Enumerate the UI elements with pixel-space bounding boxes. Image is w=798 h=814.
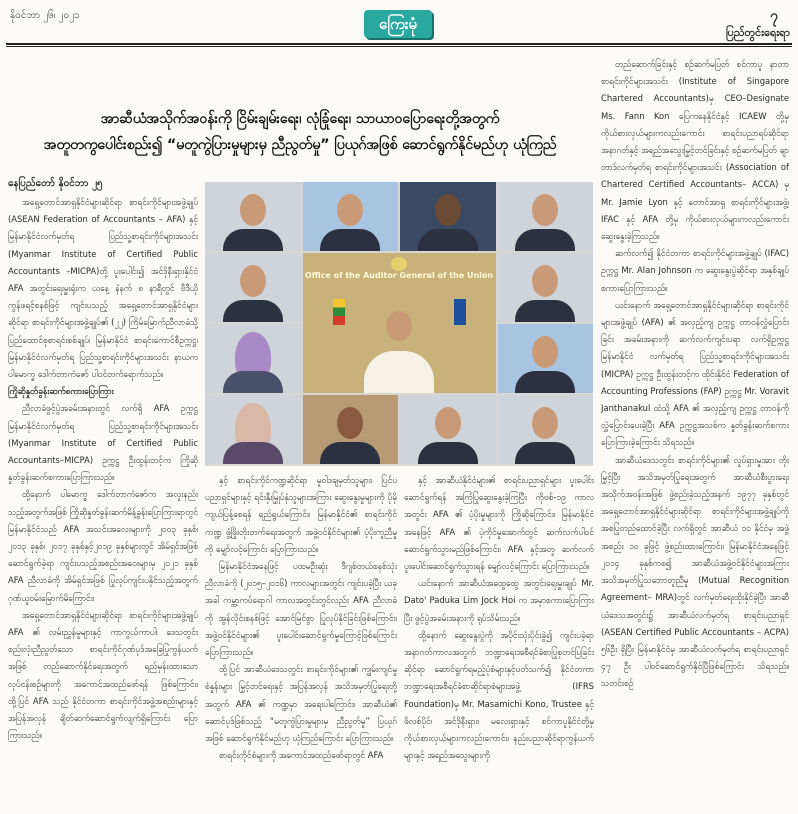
paragraph: အာဆီယံဒေသတွင်း စာရင်းကိုင်များ၏ လှုပ်ရှားမှုအား တိုးမြှင့်ပြီး အသိအမှတ်ပြုရေးအတွက် အာဆီယံစီးပွားရေးအသိုက်အဝန်းအဖြစ် ဖွဲ့စည်းခဲ့သည့်အနက် ၁၉၇၇ ခုနှစ်တွင် အရှေ့တောင်အာရှနိုင်ငံများဆိုင်ရာ စာရင်းကိုင်များအဖွဲ့ချုပ်ကို အစပြုတည်ထောင်ခဲ့ပြီး လက်ရှိတွင် အာဆီယံ ၁၀ နိုင်ငံမှ အဖွဲ့အစည်း ၁၀ ခုဖြင့် ဖွဲ့စည်းထားကြောင်း၊ မြန်မာနိုင်ငံအနေဖြင့် ၂၀၁၄ ခုနှစ်ကစ၍ အာဆီယံအဖွဲ့ဝင်နိုင်ငံများအကြား အသိအမှတ်ပြုသဘောတူညီမှု (Mutual Recognition Agreement– MRA)တွင် လက်မှတ်ရေးထိုးနိုင်ခဲ့ပြီး အာဆီယံဒေသအတွင်း၌ အာဆီယံလက်မှတ်ရ စာရင်းပညာရှင် (ASEAN Certified Public Accountants – ACPA) ၅၆ဦး ရှိပြီး မြန်မာနိုင်ငံမှ အာဆီယံလက်မှတ်ရ စာရင်းပညာရှင် ၄၇ ဦး ပါဝင်ဆောင်ရွက်နိုင်ပြီဖြစ်ကြောင်း သိရသည်။ သတင်းစဉ် [601, 454, 789, 689]
participant-tile [205, 395, 301, 464]
participant-tile [498, 324, 594, 393]
dateline: နေပြည်တော် နိုဝင်ဘာ ၂၅ [8, 178, 103, 189]
paragraph: နှင့် စာရင်းကိုင်ကဏ္ဍဆိုင်ရာ မူဝါဒချမှတ်သူများ၊ ပြင်ပ ပညာရှင်များနှင့် ရင်းနှီးမြှုပ်နှံသူများအကြား ဆွေးနွေးမှုများကို ပိုမိုကျယ်ပြန့်စေရန် ရည်ရွယ်ကြောင်း၊ မြန်မာနိုင်ငံ၏ စာရင်းကိုင်ကဏ္ဍ ဖွံ့ဖြိုးတိုးတက်ရေးအတွက် အဖွဲ့ဝင်နိုင်ငံများ၏ ပံ့ပိုးကူညီမှုကို မျှော်လင့်ကြောင်း ပြောကြားသည်။ [205, 475, 397, 554]
main-speaker-tile [303, 253, 496, 393]
photo-banner: Office of the Auditor General of the Union [304, 271, 494, 280]
paragraph: နှင့် အာဆီယံနိုင်ငံများ၏ စာရင်းပညာရှင်များ ပူးပေါင်းဆောင်ရွက်ရန် အကြံပြုဆွေးနွေးခဲ့ကြပြီး ကိုဗစ်-၁၉ ကာလအတွင်း AFA ၏ ပံ့ပိုးမှုများကို ကြိုဆိုကြောင်း၊ မြန်မာနိုင်ငံအနေဖြင့် AFA ၏ ပဲ့ကိုင်မှုအောက်တွင် ဆက်လက်ပါဝင်ဆောင်ရွက်သွားမည်ဖြစ်ကြောင်း၊ AFA နှင့်အတူ ဆက်လက်ပူးပေါင်းဆောင်ရွက်သွားရန် မျှော်လင့်ကြောင်း ပြောကြားသည်။ [404, 475, 594, 572]
page-header [0, 0, 798, 44]
participant-tile [498, 182, 594, 251]
paragraph: ဆက်လက်၍ နိုင်ငံတကာ စာရင်းကိုင်များအဖွဲ့ချုပ် (IFAC) ဥက္ကဋ္ဌ Mr. Alan Johnson က ဆွေးနွေးပွဲဆိုင်ရာ အနှစ်ချုပ်စကားပြောကြားသည်။ [601, 248, 789, 293]
paragraph: ယင်းနောက် အာဆီယံအထွေထွေ အတွင်းရေးမှူးချုပ် Mr. Dato' Paduka Lim Jock Hoi က အမှာစကားပြောကြားပြီး ဖွင့်ပွဲအခမ်းအနားကို ရုပ်သိမ်းသည်။ [404, 578, 594, 623]
participant-tile [498, 395, 594, 464]
paragraph: မြန်မာနိုင်ငံအနေဖြင့် ပထမဦးဆုံး ဒီဂျစ်တယ်စနစ်သုံး ညီလာခံကို (၂၀၁၅–၂၀၁၆) ကာလများအတွင်း ကျင်းပခဲ့ပြီး ယခုအခါ ကမ္ဘာ့ကပ်ရောဂါ ကာလအတွင်းတွင်လည်း AFA ညီလာခံကို အွန်လိုင်းစနစ်ဖြင့် အောင်မြင်စွာ ပြုလုပ်နိုင်ခြင်းဖြစ်ကြောင်း၊ အဖွဲ့ဝင်နိုင်ငံများ၏ ပူးပေါင်းဆောင်ရွက်မှုကြောင့်ဖြစ်ကြောင်း ပြောကြားသည်။ [205, 561, 397, 658]
participant-tile [400, 395, 496, 464]
article-headline [12, 106, 588, 158]
participant-tile [205, 324, 301, 393]
paragraph: ညီလာခံဖွင့်ပွဲအခမ်းအနားတွင် လက်ရှိ AFA ဥက္ကဋ္ဌ မြန်မာနိုင်ငံလက်မှတ်ရ ပြည်သူ့စာရင်းကိုင်များအသင်း (Myanmar Institute of Certified Public Accountants–MICPA) ဥက္ကဋ္ဌ ဦးထွန်းတင့်က ကြိုဆိုနှုတ်ခွန်းဆက်စကားပြောကြားသည်။ [8, 403, 198, 483]
flag-icon [333, 299, 345, 325]
participant-tile [303, 182, 399, 251]
article-column-4 [601, 56, 789, 806]
article-column-1 [8, 194, 198, 806]
paragraph: ထို့နောက် ပါမောက္ခ ဒေါက်တာကံဇော်က အလူးနည်းသည့်အတွက်အဖြစ် ကြိုဆိုနှုတ်ခွန်းဆက်မိန့်ခွန်းပြောကြားရာတွင် မြန်မာနိုင်ငံသည် AFA အသင်းအလေးများကို ၂၀၀၃ ခုနှစ်၊ ၂၀၁၃ ခုနှစ်၊ ၂၀၁၇ ခုနှစ်နှင့်၂၀၁၉ ခုနှစ်များတွင် အိမ်ရှင်အဖြစ် ဆောင်ရွက်ခဲ့ရာ ကျင်းပသည့်အစည်းအဝေးများမှ ၂၀၂၁ ခုနှစ် AFA ညီလာခံကို အိမ်ရှင်အဖြစ် ပြုလုပ်ကျင်းပနိုင်သည့်အတွက် ဂုဏ်ယူဝမ်းမြောက်မိကြောင်း၊ [8, 489, 198, 603]
paragraph: စာရင်းကိုင်စံများကို အကောင်အထည်ဖော်ရာတွင် AFA [219, 750, 384, 761]
headline-line-2: အတူတကွပေါင်းစည်း၍ “မတူကွဲပြားမှုများမှ ညီညွတ်မှု” ပြယုဂ်အဖြစ် ဆောင်ရွက်နိုင်မည်ဟု ယုံကြည် [43, 137, 557, 153]
article-column-2 [205, 472, 397, 806]
flag-icon [454, 299, 466, 325]
header-rule [6, 43, 792, 45]
issue-date: နိုဝင်ဘာ ၂၆၊ ၂၀၂၁ [10, 10, 80, 21]
header-rule-thin [6, 46, 792, 47]
participant-tile [303, 395, 399, 464]
paragraph: ထို့ပြင် အာဆီယံဒေသတွင်း စာရင်းကိုင်များ၏ ကျွမ်းကျင်မှုစံနှုန်းများ မြှင့်တင်ရေးနှင့် အပြန်အလှန် အသိအမှတ်ပြုရေးတို့အတွက် AFA ၏ ကဏ္ဍမှာ အရေးပါကြောင်း၊ အာဆီယံ၏ ဆောင်ပုဒ်ဖြစ်သည့် “မတူကွဲပြားမှုများမှ ညီညွတ်မှု” ပြယုဂ်အဖြစ် ဆောင်ရွက်နိုင်မည်ဟု ယုံကြည်ကြောင်း ပြောကြားသည်။ [205, 664, 397, 744]
participant-tile [498, 253, 594, 322]
paragraph: ယင်းနောက် အရှေ့တောင်အာရှနိုင်ငံများဆိုင်ရာ စာရင်းကိုင်များအဖွဲ့ချုပ် (AFA) ၏ အလှည့်ကျ ဥက္ကဋ္ဌ တာဝန်လွှဲပြောင်းခြင်း အခမ်းအနားကို ဆက်လက်ကျင်းပရာ လက်ရှိဥက္ကဋ္ဌ မြန်မာနိုင်ငံ လက်မှတ်ရ ပြည်သူ့စာရင်းကိုင်များအသင်း (MICPA) ဥက္ကဋ္ဌ ဦးထွန်းတင့်က ထိုင်းနိုင်ငံ Federation of Accounting Professions (FAP) ဥက္ကဋ္ဌ Mr. Voravit Janthanakul ထံသို့ AFA ၏ အလှည့်ကျ ဥက္ကဋ္ဌ တာဝန်ကို လွှဲပြောင်းပေးခဲ့ပြီး AFA ဥက္ကဋ္ဌအသစ်က နှုတ်ခွန်းဆက်စကား ပြောကြားခဲ့ကြောင်း သိရသည်။ [601, 299, 789, 448]
speaker-face [386, 311, 412, 341]
paragraph: အရှေ့တောင်အာရှနိုင်ငံများဆိုင်ရာ စာရင်းကိုင်များအဖွဲ့ချုပ် AFA ၏ လမ်းညွှန်မှုများနှင့် ကာကွယ်ကာပါ၊ ဒေသတွင်း စည်းလုံးညီညွတ်သော စာရင်းကိုင်ဂုဏ်ပုဒ်အခြေပြုကွန်ယက်အဖြစ် တည်ဆောက်နိုင်ရေးအတွက် ရည်မှန်းထားသော လုပ်ငန်းစဉ်များကို အကောင်အထည်ဖော်ရန် ဖြစ်ကြောင်း၊ ထို့ပြင် AFA သည် နိုင်ငံတကာ စာရင်းကိုင်အဖွဲ့အစည်းများနှင့် အပြန်အလှန် ချိတ်ဆက်ဆောင်ရွက်လျက်ရှိကြောင်း ပြောကြားသည်။ [8, 609, 198, 741]
section-title: ပြည်တွင်းရေးရာ [725, 26, 790, 39]
paragraph: ထို့နောက် ဆွေးနွေးပွဲကို အပိုင်းသုံးပိုင်းခွဲ၍ ကျင်းပခဲ့ရာ အနာဂတ်ကာလအတွက် ဘဏ္ဍာရေးအစီရင်ခံစာပြုစုတင်ပြခြင်းဆိုင်ရာ ဆောင်ရွက်ရမည့်ပုံစံများနှင့်ပတ်သက်၍ နိုင်ငံတကာ ဘဏ္ဍာရေးအစီရင်ခံစာဆိုင်ရာစံများအဖွဲ့ (IFRS Foundation)မှ Mr. Masamichi Kono, Trustee နှင့် ဖိလစ်ပိုင်၊ အင်ဒိုနီးရှား၊ မလေးရှားနှင့် စင်ကာပူနိုင်ငံတို့မှ ကိုယ်စားလှယ်များကလည်းကောင်း၊ နည်းပညာဆိုင်ရာကွန်ယက်များနှင့် အရည်အသွေးများကို [404, 629, 594, 761]
participant-tile [205, 182, 301, 251]
article-column-3 [404, 472, 594, 806]
speaker-figure [364, 351, 434, 393]
subheading: ကြိုဆိုနှုတ်ခွန်းဆက်စကားပြောကြား [8, 386, 114, 397]
video-conference-photo [205, 182, 593, 466]
participant-tile [205, 253, 301, 322]
page-number: ၇ [770, 8, 778, 24]
participant-tile [400, 182, 496, 251]
newspaper-logo: ကြေးမုံ [364, 10, 432, 38]
paragraph: တည်ဆောက်ခြင်းနှင့် စဉ်ဆက်မပြတ် စင်ကာပူ နာတာ စာရင်းကိုင်များအသင်း (Institute of Singapore Chartered Accountants)မှ CEO–Designate Ms. Fann Kon ပြေကနေနိုင်ငံနှင့် ICAEW တို့မှ ကိုယ်စားလှယ်များကလည်းကောင်း စာရင်းပညာရပ်ဆိုင်ရာ အနာဂတ်နှင့် အရည်အသွေးမြှင့်တင်ခြင်းနှင့် စဉ်ဆက်မပြတ် ချာတာဒ်လက်မှတ်ရ စာရင်းကိုင်များအသင်း (Association of Chartered Certified Accountants– ACCA) မှ Mr. Jamie Lyon နှင့် တောင်အာရှ စာရင်းကိုင်များအဖွဲ့၊ IFAC နှင့် AFA တို့မှ ကိုယ်စားလှယ်များကလည်းကောင်း ဆွေးနွေးခဲ့ကြသည်။ [601, 59, 789, 242]
headline-line-1: အာဆီယံအသိုက်အဝန်းကို ငြိမ်းချမ်းရေး၊ လုံခြုံရေး၊ သာယာဝပြောရေးတို့အတွက် [100, 111, 500, 127]
emblem-icon [391, 257, 407, 271]
paragraph: အရှေ့တောင်အာရှနိုင်ငံများဆိုင်ရာ စာရင်းကိုင်များအဖွဲ့ချုပ် (ASEAN Federation of Accountants – AFA) နှင့် မြန်မာနိုင်ငံလက်မှတ်ရ ပြည်သူ့စာရင်းကိုင်များအသင်း (Myanmar Institute of Certified Public Accountants –MICPA)တို့ ပူးပေါင်း၍ အင်ဒိုနီးရှားနိုင်ငံ AFA အတွင်းရေးမှူးရုံးက ယနေ့ နံနက် ၈ နာရီတွင် ဗီဒီယိုကွန်ဖရင့်စနစ်ဖြင့် ကျင်းပသည့် အရှေ့တောင်အာရှနိုင်ငံများဆိုင်ရာ စာရင်းကိုင်များအဖွဲ့ချုပ်၏ (၂၂) ကြိမ်မြောက်ညီလာခံသို့ ပြည်ထောင်စုစာရင်းစစ်ချုပ်၊ မြန်မာနိုင်ငံ စာရင်းကောင်စီဥက္ကဋ္ဌ၊ မြန်မာနိုင်ငံလက်မှတ်ရ ပြည်သူ့စာရင်းကိုင်များအသင်း နာယက ပါမောက္ခ ဒေါက်တာကံဇော် ပါဝင်တက်ရောက်သည်။ [8, 197, 198, 380]
